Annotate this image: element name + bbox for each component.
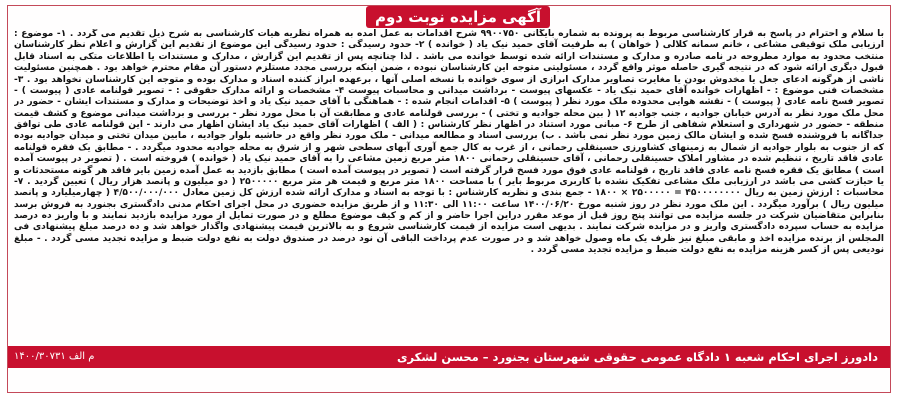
notice-code: م الف ۱۴۰۰/۳۰۷۳۱ (14, 351, 95, 362)
notice-body: با سلام و احترام در پاسخ به قرار کارشناسی مربوط به پرونده به شماره بایگانی ۹۹۰۰۷۵۰ شرح اقدامات به عمل آمده به همراه نظریه هیأت کارشناسی به شرح ذیل تقدیم می گردد . ۱- موضوع : ارزیابی ملک توقیفی مشاعی ، خانم سمانه کلالی ( خواهان ) به طرفیت آقای حمید نیک یاد ( خوانده ) ۲- حدود رسیدگی : حدود رسیدگی این موضوع از تقدیم این گزارش و اعلام نظر کارشناسان منتخب محدود به موارد مطروحه در نامه صادره و مدارک و مستندات ارائه شده توسط خوانده می باشد . لذا چنانچه پس از تقدیم این گزارش ، مدارک و مستندات یا اطلاعات متکی به اسناد قابل قبول دیگری ارائه شود که در نتیجه گیری حاصله موثر واقع گردد ، مسئولیتی متوجه این کارشناسان نبوده ، ضمن اینکه بررسی مجدد مستلزم دستور آن مقام محترم خواهد بود . همچنین مسئولیت ناشی از هرگونه ادعای جعل یا مخدوش بودن یا مغایرت تصاویر مدارک ابرازی از سوی خوانده با نسخه اصلی آنها ، برعهده ابراز کننده اسناد و مدارک بوده و متوجه این کارشناسان نخواهد بود . ۳- مشخصات فنی موضوع : - اظهارات خوانده آقای حمید نیک یاد - عکسهای پیوست - برداشت میدانی و محاسبات پیوست ۴- مشخصات و ارائه مدارک حقوقی : - تصویر قولنامه عادی ( پیوست ) - تصویر فسخ نامه عادی ( پیوست ) - نقشه هوایی محدوده ملک مورد نظر ( پیوست ) ۵- اقدامات انجام شده : - هماهنگی با آقای حمید نیک یاد و اخذ توضیحات و مدارک و مستندات ایشان - حضور در محل ملک مورد نظر به آدرس خیابان جوادیه ، جنب جوادیه ۱۲ ( بین محله جوادیه و تختی ) - بررسی قولنامه عادی و مطابقت آن با محل مورد نظر - بررسی و برداشت میدانی موضوع و کشف قیمت منطقه - حضور در شهرداری و استعلام شفاهی از طرح ۶- مبانی مورد استناد در اظهار نظر کارشناس : ( الف ) اظهارات آقای حمید نیک یاد ایشان اظهار می دارند - این قولنامه عادی طی توافق جداگانه با فروشنده فسخ شده و ایشان مالک زمین مورد نظر نمی باشد . ب) بررسی اسناد و مطالعه میدانی - ملک مورد نظر واقع در حاشیه بلوار جوادیه ، مابین میدان تختی و میدان جوادیه بوده که از جنوب به بلوار جوادیه از شمال به زمینهای کشاورزی حسینقلی رحمانی ، از غرب به کال جمع آوری آبهای سطحی شهر و از شرق به محله جوادیه محدود میگردد . - مطابق یک فقره قولنامه عادی فاقد تاریخ ، تنظیم شده در مشاور املاک حسینقلی رحمانی ، آقای حسینقلی رحمانی ۱۸۰۰ متر مربع زمین مشاعی را به آقای حمید نیک یاد ( خوانده ) فروخته است . ( تصویر در پیوست آمده است ) مطابق یک فقره فسخ نامه عادی فاقد تاریخ ، قولنامه عادی فوق مورد فسخ قرار گرفته است ( تصویر در پیوست آمده است ) مطابق بازدید به عمل آمده زمین بایر فاقد هر گونه مستحدثات و یا حیازت کشی می باشد در ارزیابی ملک مشاعی تفکیک نشده با کاربری مربوط بایر ) با مساحت ۱۸۰۰ متر مربع و قیمت هر متر مربع ۲۵۰۰۰۰۰ ( دو میلیون و پانصد هزار ریال ) تعیین گردید . ۷- محاسبات : ارزش زمین به ریال ۴۵۰۰۰۰۰۰۰۰ = ۲۵۰۰۰۰۰ × ۱۸۰۰ - جمع بندی و نظریه کارشناس : با توجه به اسناد و مدارک ارائه شده ارزش کل زمین معادل ۴/۵۰۰/۰۰۰/۰۰۰ ( چهارمیلیارد و پانصد میلیون ریال ) برآورد میگردد . این ملک مورد نظر در روز شنبه مورخ ۱۴۰۰/۰۶/۲۰ ساعت ۱۱:۰۰ الی ۱۱:۳۰ و از طریق مزایده حضوری در محل اجرای احکام مدنی دادگستری بجنورد به فروش برسد بنابراین متقاضیان شرکت در جلسه مزایده می توانند پنج روز قبل از موعد مقرر دراین اجرا حاضر و از کم و کیف موضوع مطلع و در صورت تمایل از مورد مزایده بازدید نمایند و با واریز ده درصد مزایده به حساب سپرده دادگستری واریز و در مزایده شرکت نمایند . بدیهی است مزایده از قیمت کارشناسی شروع و به بالاترین قیمت پیشنهادی واگذار خواهد شد و ده درصد مبلغ پیشنهادی فی المجلس از برنده مزایده اخذ و مابقی مبلغ نیز ظرف یک ماه وصول خواهد شد و در صورت عدم پرداخت الباقی آن نود درصد در صندوق دولت به نفع دولت ضبط و مزایده تجدید مسی گردد . - مبلغ نودیعی پس از کسر هزینه مزایده به نفع دولت ضبط و مزایده تجدید مسی گردد . (14, 29, 884, 256)
notice-signature: دادورز اجرای احکام شعبه ۱ دادگاه عمومی حقوقی شهرستان بجنورد – محسن لشکری (396, 350, 878, 364)
notice-title: آگهی مزایده نوبت دوم (366, 6, 550, 28)
notice-footer (8, 346, 890, 368)
